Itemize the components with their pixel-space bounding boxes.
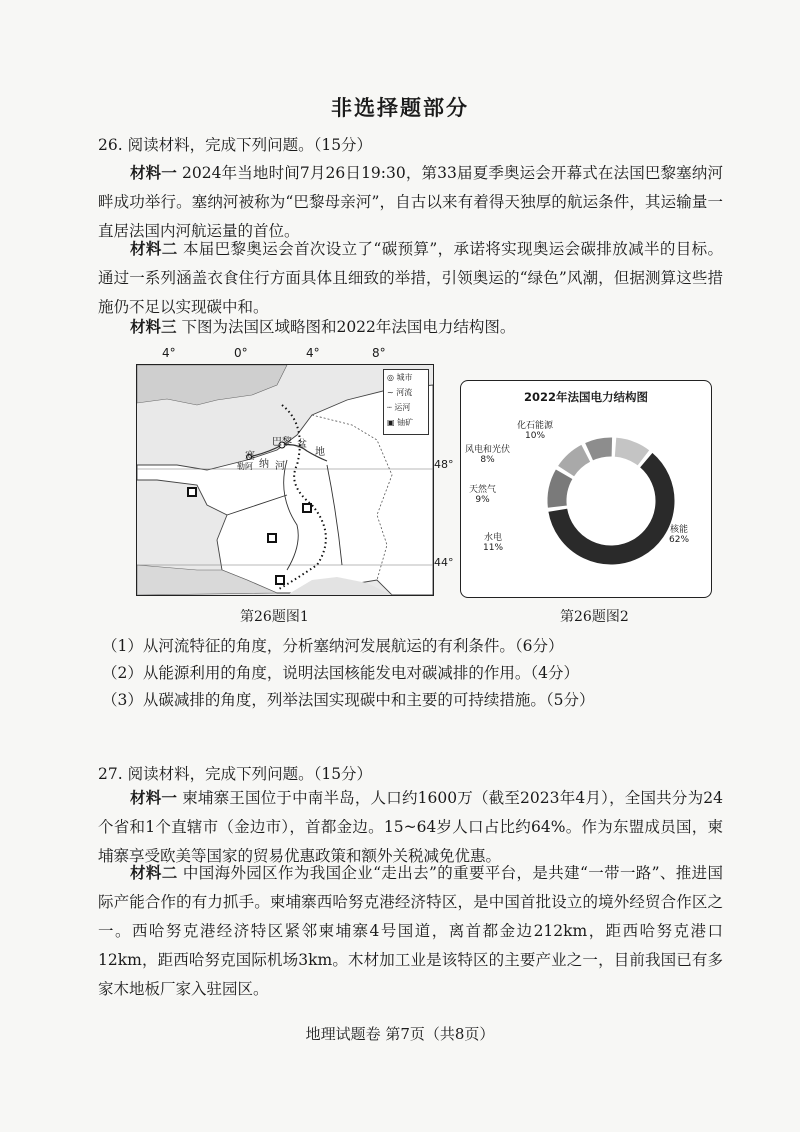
q26-question-1: （1）从河流特征的角度，分析塞纳河发展航运的有利条件。（6分） bbox=[102, 637, 564, 655]
q27-material-1-label: 材料一 bbox=[130, 788, 178, 807]
legend-item-river: ~ 河流 bbox=[387, 388, 413, 397]
donut-slice-水电 bbox=[547, 469, 573, 508]
donut-svg bbox=[461, 381, 711, 597]
q26-question-2: （2）从能源利用的角度，说明法国核能发电对碳减排的作用。（4分） bbox=[102, 664, 579, 682]
q26-material-3-label: 材料三 bbox=[130, 317, 177, 336]
map-label: 地 bbox=[315, 447, 325, 458]
figure-1-caption: 第26题图1 bbox=[240, 609, 309, 625]
q26-material-3-text: 下图为法国区域略图和2022年法国电力结构图。 bbox=[181, 318, 516, 336]
uranium-mine-marker bbox=[189, 489, 195, 495]
legend-item-uranium: ▣ 铀矿 bbox=[387, 418, 414, 427]
legend-item-city: ◎ 城市 bbox=[387, 373, 413, 382]
q26-material-1 bbox=[98, 158, 723, 246]
slice-label-wind-solar: 风电和光伏 8% bbox=[465, 445, 511, 465]
slice-label-nuclear: 核能 62% bbox=[669, 525, 690, 545]
map-frame bbox=[136, 364, 434, 596]
slice-label-fossil: 化石能源 10% bbox=[517, 421, 554, 441]
lat-label: 48° bbox=[434, 458, 454, 471]
uranium-mine-marker bbox=[269, 535, 275, 541]
q27-material-2 bbox=[98, 858, 723, 1004]
q26-material-1-label: 材料一 bbox=[130, 163, 177, 182]
map-label: 盆 bbox=[297, 439, 307, 450]
q26-material-2 bbox=[98, 234, 723, 322]
q26-question-3: （3）从碳减排的角度，列举法国实现碳中和主要的可持续措施。（5分） bbox=[102, 691, 595, 709]
section-title: 非选择题部分 bbox=[331, 95, 469, 120]
lat-label: 44° bbox=[434, 556, 454, 569]
map-label: 巴黎 bbox=[272, 437, 292, 448]
lon-label: 8° bbox=[372, 346, 386, 360]
map-label: 河 bbox=[275, 461, 285, 472]
map-legend bbox=[383, 369, 429, 435]
q26-material-3 bbox=[98, 312, 723, 342]
q27-material-1-text: 柬埔寨王国位于中南半岛，人口约1600万（截至2023年4月），全国共分为24个省和1个直辖市（金边市），首都金边。15~64岁人口占比约64%。作为东盟成员国，柬埔寨享受欧美等国家的贸易优惠政策和额外关税减免优惠。 bbox=[98, 789, 723, 865]
france-map-figure bbox=[136, 346, 454, 598]
donut-slice-天然气 bbox=[557, 444, 590, 477]
q27-material-2-text: 中国海外园区作为我国企业“走出去”的重要平台，是共建“一带一路”、推进国际产能合作的有力抓手。柬埔寨西哈努克港经济特区，是中国首批设立的境外经贸合作区之一。西哈努克港经济特区紧邻柬埔寨4号国道，离首都金边212km，距西哈努克港口12km，距西哈努克国际机场3km。木材加工业是该特区的主要产业之一，目前我国已有多家木地板厂家入驻园区。 bbox=[98, 864, 723, 998]
slice-label-hydro: 水电 11% bbox=[483, 533, 504, 553]
q27-heading: 27. 阅读材料，完成下列问题。（15分） bbox=[98, 765, 373, 783]
uranium-mine-marker bbox=[277, 577, 283, 583]
q26-material-1-text: 2024年当地时间7月26日19:30，第33届夏季奥运会开幕式在法国巴黎塞纳河畔成功举行。塞纳河被称为“巴黎母亲河”，自古以来有着得天独厚的航运条件，其运输量一直居法国内河航运量的首位。 bbox=[98, 164, 723, 240]
chart-title: 2022年法国电力结构图 bbox=[523, 390, 648, 404]
q27-material-2-label: 材料二 bbox=[130, 863, 178, 882]
uranium-mine-marker bbox=[304, 505, 310, 511]
lon-label: 0° bbox=[234, 346, 248, 360]
page-footer: 地理试题卷 第7页（共8页） bbox=[305, 1025, 495, 1043]
figure-2-caption: 第26题图2 bbox=[560, 609, 629, 625]
q26-material-2-text: 本届巴黎奥运会首次设立了“碳预算”，承诺将实现奥运会碳排放减半的目标。通过一系列涵盖衣食住行方面具体且细致的举措，引领奥运的“绿色”风潮，但据测算这些措施仍不足以实现碳中和。 bbox=[98, 240, 723, 316]
map-label: 塞 bbox=[245, 451, 255, 462]
map-label: 勒阿 bbox=[237, 462, 253, 471]
lon-label: 4° bbox=[162, 346, 176, 360]
slice-label-gas: 天然气 9% bbox=[469, 485, 497, 505]
q26-material-2-label: 材料二 bbox=[130, 239, 178, 258]
lon-label: 4° bbox=[306, 346, 320, 360]
legend-item-canal: ┄ 运河 bbox=[387, 403, 411, 412]
power-structure-chart bbox=[460, 380, 712, 598]
map-label: 纳 bbox=[259, 459, 269, 470]
q26-heading: 26. 阅读材料，完成下列问题。（15分） bbox=[98, 136, 373, 154]
